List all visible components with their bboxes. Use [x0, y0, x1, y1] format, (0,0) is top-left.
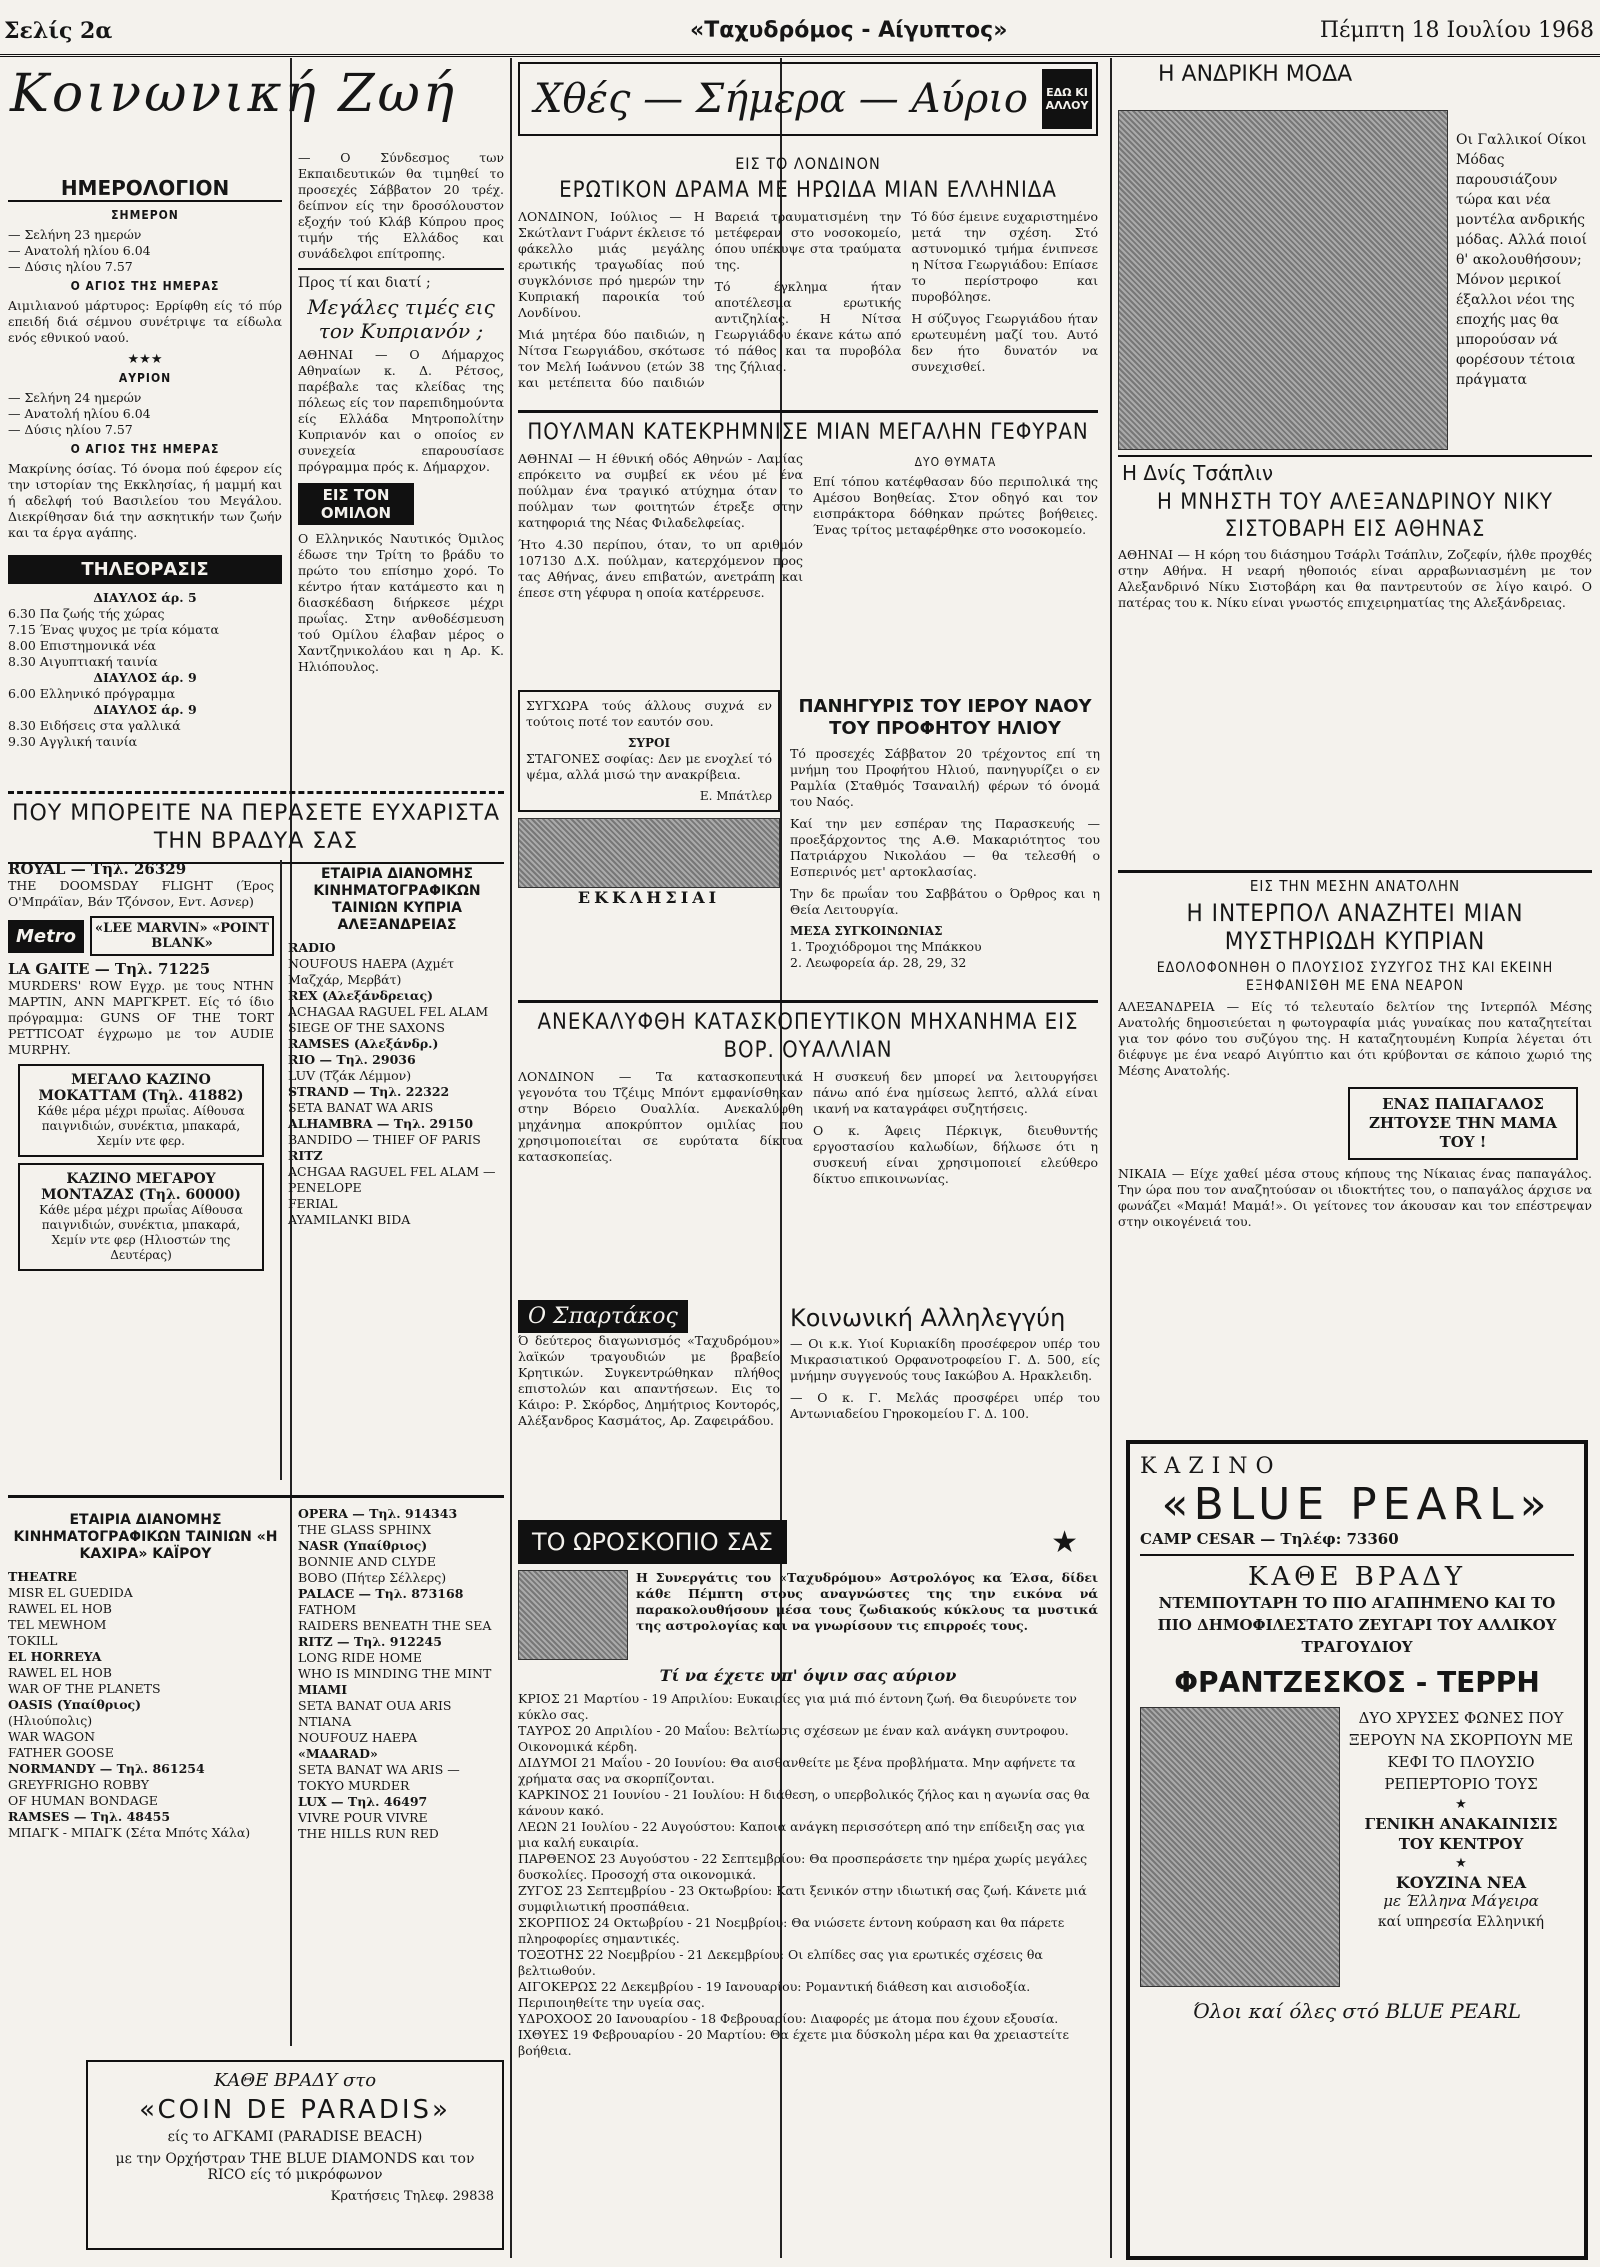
list-item: 7.15 Ένας ψυχος με τρία κόματα [8, 622, 219, 637]
tomorrow-list [8, 390, 282, 438]
list-item: ΔΙΑΥΛΟΣ άρ. 5 [93, 590, 197, 605]
renovation-text: ΓΕΝΙΚΗ ΑΝΑΚΑΙΝΙΣΙΣ ΤΟΥ ΚΕΝΤΡΟΥ [1364, 1815, 1558, 1853]
prices-kicker: Προς τί και διατί ; [298, 275, 431, 291]
list-item: WAR OF THE PLANETS [8, 1681, 161, 1696]
article-paragraph: Καί την μεν εσπέραν της Παρασκευής — προεξάρχοντος της Α.Θ. Μακαριότητος του Πατριάρχου Νικολάου — θα τελεσθή ο Εσπερινός μετ' αρτοκλασίας. [790, 816, 1100, 879]
horoscope-list [518, 1691, 1098, 2059]
divider-stars: ★ [1455, 1797, 1467, 1812]
kypria-list [288, 940, 506, 1228]
singers-photo [1140, 1707, 1340, 1987]
kahira-title: ΕΤΑΙΡΙΑ ΔΙΑΝΟΜΗΣ ΚΙΝΗΜΑΤΟΓΡΑΦΙΚΩΝ ΤΑΙΝΙΩΝ «Η ΚΑΧΙΡΑ» ΚΑΪΡΟΥ [13, 1512, 278, 1562]
divider-stars: ★ [1455, 1856, 1467, 1871]
list-item: SETA BANAT WA ARIS — TOKYO MURDER [298, 1762, 460, 1793]
column-rule [510, 58, 512, 2258]
list-item: RITZ — Τηλ. 912245 [298, 1634, 442, 1649]
list-item: RAWEL EL HOB [8, 1601, 112, 1616]
section-title: Κοινωνική Ζωή [10, 64, 458, 124]
list-item: THEATRE [8, 1569, 77, 1584]
saying-text: ΣΤΑΓΟΝΕΣ σοφίας: Δεν με ενοχλεί τό ψέμα, αλλά μισώ την ανακρίβεια. [526, 751, 772, 782]
ulster-body [518, 1069, 1098, 1193]
list-item: ΤΑΥΡΟΣ 20 Απριλίου - 20 Μαΐου: Βελτίωσις σχέσεων με έναν καλ ανάγκη συντροφου. Οικονομικά κέρδη. [518, 1723, 1069, 1754]
ulster-article [518, 1000, 1098, 1303]
calendar-today: ΣΗΜΕΡΟΝ [111, 208, 179, 222]
horoscope-title: ΤΟ ΩΡΟΣΚΟΠΙΟ ΣΑΣ [518, 1520, 787, 1564]
article-col [911, 209, 1098, 390]
list-item: ΔΙΑΥΛΟΣ άρ. 9 [93, 702, 197, 717]
list-item: ΔΙΔΥΜΟΙ 21 Μαΐου - 20 Ιουνίου: Θα αισθανθείτε με ξένα προβλήματα. Μην αφήνετε τα χρήματα σας να σκορπίζονται. [518, 1755, 1076, 1786]
list-item: 8.00 Επιστημονικά νέα [8, 638, 156, 653]
list-item: BANDIDO — THIEF OF PARIS [288, 1132, 481, 1147]
article-paragraph: Μιά μητέρα δύο παιδιών, η Νίτσα Γεωργιάδου, σκότωσε τον Μελή Ιωάννου (ετών 38 και μετέπειτα δύο παιδιών [518, 327, 705, 390]
saint2-title: Ο ΑΓΙΟΣ ΤΗΣ ΗΜΕΡΑΣ [70, 442, 220, 456]
notes-text: — Ο Σύνδεσμος των Εκπαιδευτικών θα τιμηθεί το προσεχές Σάββατον 20 τρέχ. δείπνον είς την δροσόλουστον εξοχήν τού Κλάβ Κύπρου προς τιμήν τής Ελλάδος και συνάδελφοι επίτροπης. [298, 150, 504, 261]
newspaper-title: «Ταχυδρόμος - Αίγυπτος» [690, 18, 1008, 43]
banner-title: Χθές — Σήμερα — Αύριο [533, 76, 1028, 122]
list-item: LONG RIDE HOME [298, 1650, 422, 1665]
article-paragraph: Τό έγκλημα ήταν αποτέλεσμα ερωτικής αντιζηλίας. Η Νίτσα Γεωργιάδου έκανε κάτω από τό πάθος και τα πυροβόλα της ζήλιας. [714, 279, 902, 374]
article-col [813, 1069, 1098, 1193]
tv-title: ΤΗΛΕΟΡΑΣΙΣ [8, 555, 282, 584]
list-item: ΥΔΡΟΧΟΟΣ 20 Ιανουαρίου - 18 Φεβρουαρίου: Διαφορές με άτομα που έχουν εξουσία. [518, 2011, 1059, 2026]
list-item: — Δύσις ηλίου 7.57 [8, 259, 133, 274]
today-list [8, 227, 282, 275]
list-item: REX (Αλεξάνδρειας) [288, 988, 434, 1003]
list-item: NTIANA [298, 1714, 352, 1729]
saint-text: Αιμιλιανού μάρτυρος: Ερρίφθη είς τό πύρ επειδή διά σέμνου συνέτριψε τα είδωλα ενός εθνικού ναού. [8, 298, 282, 345]
calendar-column [8, 170, 282, 780]
news-banner [518, 62, 1098, 136]
social-title: Κοινωνική Αλληλεγγύη [790, 1304, 1066, 1332]
article-paragraph: Ο κ. Άφεις Πέρκιγκ, διευθυντής εργοστασίου καλωδίων, δήλωσε ότι η συσκευή είναι χρησιμοποιεί ελεύθερο δίκτυο επικοινωνίας. [813, 1123, 1098, 1186]
article-title: Η ΜΝΗΣΤΗ ΤΟΥ ΑΛΕΞΑΝΔΡΙΝΟΥ ΝΙΚΥ ΣΙΣΤΟΒΑΡΗ ΕΙΣ ΑΘΗΝΑΣ [1157, 490, 1553, 542]
kahira-right-list [298, 1506, 504, 1842]
kitchen-text: ΚΟΥΖΙΝΑ ΝΕΑ [1395, 1873, 1527, 1892]
star-icon: ★ [1051, 1524, 1078, 1560]
bus-body [518, 451, 1098, 607]
kazino-text: Κάθε μέρα μέχρι πρωΐας. Αίθουσα παιγνιδιών, συνέκτια, μπακαρά, Χεμίν ντε φερ. [37, 1104, 245, 1148]
list-item: NOUFOUS HAEPA (Αχμέτ Μαζχάρ, Μερβάτ) [288, 956, 455, 987]
blue-pearl-camp: CAMP CESAR — Τηλέφ: 73360 [1140, 1530, 1399, 1548]
list-item: ΣΚΟΡΠΙΟΣ 24 Οκτωβρίου - 21 Νοεμβρίου: Θα νιώσετε έντονη κούραση και θα πάρετε πληροφορίες σημαντικές. [518, 1915, 1065, 1946]
sayings-block [518, 690, 780, 995]
every-night: ΚΑΘΕ ΒΡΑΔΥ [1247, 1562, 1467, 1592]
clubs-text: Ο Ελληνικός Ναυτικός Όμιλος έδωσε την Τρίτη το βράδυ το πρώτο του επίσημο χορό. Το κέντρο ήταν κατάμεστο και η διασκέδαση διήρκεσε μέχρι πρωΐας. Στην ανθοδέσμευση τού Ομίλου έλαβαν μέρος ο Χαντζηνικολάου και η Αρ. Κ. Ηλιόπουλος. [298, 531, 504, 674]
list-item: EL HORREYA [8, 1649, 102, 1664]
list-item: RAIDERS BENEATH THE SEA [298, 1618, 492, 1633]
list-item: RITZ [288, 1148, 323, 1163]
article-title: ΠΟΥΛΜΑΝ ΚΑΤΕΚΡΗΜΝΙΣΕ ΜΙΑΝ ΜΕΓΑΛΗΝ ΓΕΦΥΡΑΝ [527, 420, 1089, 445]
coin-name: «COIN DE PARADIS» [139, 2095, 451, 2125]
list-item: — Σελήνη 24 ημερών [8, 390, 142, 405]
article-paragraph: ΛΟΝΔΙΝΟΝ, Ιούλιος — Η Σκώτλαντ Γυάρντ έκλεισε τό φάκελλο μιάς μεγάλης ερωτικής τραγωδίας πού συγκλόνισε πρό ημερών την Κυπριακή παροικία τού Λονδίνου. [518, 209, 705, 320]
list-item: SIEGE OF THE SAXONS [288, 1020, 445, 1035]
cinema-lagaite: LA GAITE — Τηλ. 71225 [8, 960, 211, 978]
kypria-title: ΕΤΑΙΡΙΑ ΔΙΑΝΟΜΗΣ ΚΙΝΗΜΑΤΟΓΡΑΦΙΚΩΝ ΤΑΙΝΙΩΝ ΚΥΠΡΙΑ ΑΛΕΞΑΝΔΡΕΙΑΣ [313, 866, 481, 933]
fashion-title: Η ΑΝΔΡΙΚΗ ΜΟΔΑ [1158, 62, 1353, 87]
list-item: TEL MEWHOM [8, 1617, 107, 1632]
horoscope [518, 1520, 1098, 2260]
article-col [518, 209, 705, 390]
cinema-listings [8, 860, 274, 1480]
article-paragraph: — Ο κ. Γ. Μελάς προσφέρει υπέρ του Αντωνιαδείου Γηροκομείου Γ. Δ. 100. [790, 1390, 1100, 1421]
list-item: THE HILLS RUN RED [298, 1826, 439, 1841]
divider [1140, 1554, 1574, 1556]
list-item: THE GLASS SPHINX [298, 1522, 432, 1537]
saying-text: ΣΥΓΧΩΡΑ τούς άλλους συχνά εν τούτοις ποτέ τον εαυτόν σου. [526, 698, 772, 729]
list-item: OASIS (Υπαίθριος) [8, 1697, 142, 1712]
banner-badge: ΕΔΩ ΚΙ ΑΛΛΟΥ [1042, 69, 1092, 129]
article-kicker: ΕΙΣ ΤΗΝ ΜΕΣΗΝ ΑΝΑΤΟΛΗΝ [1249, 877, 1461, 895]
sayings-box [518, 690, 780, 812]
list-item: NOUFOUZ HAEPA [298, 1730, 418, 1745]
article-paragraph: ΛΟΝΔΙΝΟΝ — Τα κατασκοπευτικά γεγονότα του Τζέιμς Μπόντ εμφανίσθηκαν στην Βόρειο Ουαλλία. Ανεκαλύφθη μηχάνημα αποκρύπτον ομιλίας που χρησιμοποιείται σε ευρύτατα δίκτυα κατασκοπείας. [518, 1069, 803, 1164]
coin-line3: είς το ΑΓΚΑΜΙ (PARADISE BEACH) [167, 2129, 423, 2145]
article-paragraph: Ήτο 4.30 περίπου, όταν, το υπ αριθμόν 107130 Δ.Χ. πούλμαν, κατερχόμενον προς τας Αθήνας, άνευ επιβατών, ανετράπη και έπεσε στη γέφυρα η οποία κατέρρευσε. [518, 537, 803, 600]
debut-text: ΝΤΕΜΠΟΥΤΑΡΗ ΤΟ ΠΙΟ ΑΓΑΠΗΜΕΝΟ ΚΑΙ ΤΟ ΠΙΟ ΔΗΜΟΦΙΛΕΣΤΑΤΟ ΖΕΥΓΑΡΙ ΤΟΥ ΑΛΛΙΚΟΥ ΤΡΑΓΟΥΔΙΟΥ [1157, 1594, 1557, 1656]
fashion-caption [1456, 130, 1592, 450]
list-item: VIVRE POUR VIVRE [298, 1810, 428, 1825]
list-item: BOBO (Πήτερ Σέλλερς) [298, 1570, 447, 1585]
list-item: ΖΥΓΟΣ 23 Σεπτεμβρίου - 23 Οκτωβρίου: Κατι ξενικόν στην ιδιωτική σας ζωή. Κάνετε μιά συμφιλιωτική προσπάθεια. [518, 1883, 1087, 1914]
kazino-montaza [18, 1163, 264, 1271]
list-item: ΑΙΓΟΚΕΡΩΣ 22 Δεκεμβρίου - 19 Ιανουαρίου: Ρομαντική διάθεση και αισιοδοξία. Περιποιηθείτε την υγεία σας. [518, 1979, 1031, 2010]
list-item: SETA BANAT WA ARIS [288, 1100, 434, 1115]
london-article [518, 150, 1098, 390]
chef-text: με Έλληνα Μάγειρα [1383, 1892, 1539, 1910]
list-item: 2. Λεωφορεία άρ. 28, 29, 32 [790, 955, 967, 970]
divider [8, 791, 504, 794]
kahira-block [8, 1495, 504, 1841]
blue-pearl-ad [1126, 1440, 1588, 2260]
article-paragraph: Βαρειά τραυματισμένη την μετέφεραν στο νοσοκομείο, όπου υπέκυψε στα τραύματα της. [714, 209, 902, 272]
coin-phone: Κρατήσεις Τηλεφ. 29838 [330, 2189, 494, 2204]
astrologer-photo [518, 1570, 628, 1660]
leader-title: Ο Σπαρτάκος [518, 1300, 688, 1333]
list-item: BONNIE AND CLYDE [298, 1554, 437, 1569]
kahira-right [290, 1506, 504, 2046]
metro-logo: Metro [8, 920, 84, 953]
calendar-tomorrow: ΑΥΡΙΟΝ [118, 371, 172, 385]
tv-list [8, 590, 282, 750]
list-item: FERIAL [288, 1196, 338, 1211]
metro-film: «LEE MARVIN» «POINT BLANK» [90, 916, 274, 956]
prices-title: Μεγάλες τιμές εις τον Κυπριανόν ; [307, 295, 495, 343]
column-rule [1110, 58, 1112, 2258]
article-paragraph: ΝΙΚΑΙΑ — Είχε χαθεί μέσα στους κήπους της Νίκαιας ένας παπαγάλος. Την ώρα που τον αναζητούσαν οι ιδιοκτήτες του, ο παπαγάλος άρχισε να φωνάζει «Μαμά! Μαμά!». Οι γείτονες τον άκουσαν και τον επέστρεψαν στην οικογένειά του. [1118, 1166, 1592, 1229]
church-list-title: ΜΕΣΑ ΣΥΓΚΟΙΝΩΝΙΑΣ [790, 924, 943, 938]
list-item: SETA BANAT OUA ARIS [298, 1698, 452, 1713]
list-item: 6.30 Πα ζωής τής χώρας [8, 606, 165, 621]
article-paragraph: ΑΛΕΞΑΝΔΡΕΙΑ — Είς τό τελευταίο δελτίον της Ιντερπόλ Μέσης Ανατολής δημοσιεύεται η φωτογραφία μιάς γυναίκας που καταζητείται για τον φόνο του συζύγου της. Η καταζητουμένη Κυπρία λέγεται ότι διέφυγε με ένα νεαρό Αιγύπτιο και ότι κρύβονται σε κάποιο χωριό της Μέσης Ανατολής. [1118, 999, 1592, 1078]
church-photo [518, 818, 780, 888]
article-sub: ΕΔΟΛΟΦΟΝΗΘΗ Ο ΠΛΟΥΣΙΟΣ ΣΥΖΥΓΟΣ ΤΗΣ ΚΑΙ ΕΚΕΙΝΗ ΕΞΗΦΑΝΙΣΘΗ ΜΕ ΕΝΑ ΝΕΑΡΟΝ [1156, 960, 1554, 994]
list-item: RAMSES (Αλεξάνδρ.) [288, 1036, 439, 1051]
cinema-title: ΠΟΥ ΜΠΟΡΕΙΤΕ ΝΑ ΠΕΡΑΣΕΤΕ ΕΥΧΑΡΙΣΤΑ ΤΗΝ ΒΡΑΔΥΑ ΣΑΣ [11, 801, 501, 854]
church-label: ΕΚΚΛΗΣΙΑΙ [577, 888, 721, 907]
list-item: 6.00 Ελληνικό πρόγραμμα [8, 686, 176, 701]
notes-column [298, 150, 504, 780]
spacer [790, 1500, 1100, 1514]
list-item: NORMANDY — Τηλ. 861254 [8, 1761, 205, 1776]
horoscope-intro-row [518, 1570, 1098, 1660]
engagement-article [1118, 455, 1592, 872]
kazino-title: ΚΑΖΙΝΟ ΜΕΓΑΡΟΥ ΜΟΝΤΑΖΑΣ (Τηλ. 60000) [41, 1171, 241, 1203]
saying-author: Ε. Μπάτλερ [699, 789, 772, 803]
list-item: ΤΟΞΟΤΗΣ 22 Νοεμβρίου - 21 Δεκεμβρίου: Οι ελπίδες σας για ερωτικές σχέσεις θα βελτιωθούν. [518, 1947, 1043, 1978]
article-col [518, 451, 803, 607]
blue-pearl-body [1140, 1707, 1574, 1987]
cinema-header [8, 785, 504, 870]
masthead [0, 14, 1600, 57]
article-paragraph: ΑΘΗΝΑΙ — Η έθνική οδός Αθηνών - Λαμίας επρόκειτο να συμβεί εκ νέου μέ ένα πούλμαν ένα τραγικό ατύχημα όταν το πούλμαν των φοιτητών έτρεξε στην κατηφοριά της Νέας Φιλαδελφείας. [518, 451, 803, 530]
list-item: ACHAGAA RAGUEL FEL ALAM [288, 1004, 489, 1019]
blue-pearl-name: «BLUE PEARL» [1161, 1479, 1553, 1530]
bus-article [518, 410, 1098, 683]
article-paragraph: — Οι κ.κ. Υιοί Κυριακίδη προσέφερον υπέρ του Μικρασιατικού Ορφανοτροφείου Γ. Δ. 500, είς μνήμην συγγενούς τους Ιακώβου Α. Ηρακλειδη. [790, 1336, 1100, 1383]
lagaite-film: MURDERS' ROW Εγχρ. με τους ΝΤΗΝ ΜΑΡΤΙΝ, ΑΝΝ ΜΑΡΓΚΡΕΤ. Είς τό ίδιο πρόγραμμα: GUNS OF THE TORT PETTICOAT έγχρωμο με τον AUDIE MURPHY. [8, 978, 274, 1057]
article-col [715, 209, 902, 390]
tsaplin-label: Η Δνίς Τσάπλιν [1122, 461, 1274, 485]
list-item: RIO — Τηλ. 29036 [288, 1052, 416, 1067]
divider-stars: ★★★ [127, 352, 163, 367]
article-paragraph: ΑΘΗΝΑΙ — Η κόρη του διάσημου Τσάρλι Τσάπλιν, Ζοζεφίν, ήλθε προχθές στην Αθήνα. Η νεαρή ηθοποιός είναι αρραβωνιασμένη με τον Αλεξανδρινό Νίκυ Σιστοβάρη και θα παντρευτούν σε λίγο καιρό. Ο πατέρας του κ. Νίκυ είναι γνωστός επιχειρηματίας της Αλεξάνδρειας. [1118, 547, 1592, 610]
london-body [518, 209, 1098, 390]
list-item: — Δύσις ηλίου 7.57 [8, 422, 133, 437]
social-article [790, 1300, 1100, 1490]
list-item: ΠΑΡΘΕΝΟΣ 23 Αυγούστου - 22 Σεπτεμβρίου: Θα προσπεράσετε την ημέρα χωρίς μεγάλες δυσκολίες. Προσοχή στα οικονομικά. [518, 1851, 1088, 1882]
kazino-title: ΜΕΓΑΛΟ ΚΑΖΙΝΟ ΜΟΚΑΤΤΑΜ (Τηλ. 41882) [38, 1072, 244, 1104]
list-item: PALACE — Τηλ. 873168 [298, 1586, 464, 1601]
list-item: 8.30 Ειδήσεις στα γαλλικά [8, 718, 181, 733]
article-title: Η ΙΝΤΕΡΠΟΛ ΑΝΑΖΗΤΕΙ ΜΙΑΝ ΜΥΣΤΗΡΙΩΔΗ ΚΥΠΡΙΑΝ [1186, 899, 1524, 955]
list-item: ΙΧΘΥΕΣ 19 Φεβρουαρίου - 20 Μαρτίου: Θα έχετε μια δύσκολη μέρα και θα χρειαστείτε βοήθεια. [518, 2027, 1069, 2058]
article-paragraph: Η σύζυγος Γεωργιάδου ήταν ερωτευμένη μαζί του. Αυτό δεν ήτο δυνατόν να συνεχισθεί. [911, 311, 1098, 374]
saint2-text: Μακρίνης όσίας. Τό όνομα πού έφερον είς την ιστορίαν της Εκκλησίας, ή μαμμή και ή αδελφή τού Βασιλείου του Μεγάλου. Διεκρίθησαν διά την ασκητικήν των ζωήν και τα έργα αγάπης. [8, 461, 282, 540]
coin-de-paradis-ad [86, 2060, 504, 2250]
list-item: WAR WAGON [8, 1729, 96, 1744]
stars-name: ΦΡΑΝΤΖΕΣΚΟΣ - ΤΕΡΡΗ [1174, 1666, 1540, 1699]
side-text: ΔΥΟ ΧΡΥΣΕΣ ΦΩΝΕΣ ΠΟΥ ΞΕΡΟΥΝ ΝΑ ΣΚΟΡΠΟΥΝ ΜΕ ΚΕΦΙ ΤΟ ΠΛΟΥΣΙΟ ΡΕΠΕΡΤΟΡΙΟ ΤΟΥΣ [1348, 1709, 1574, 1793]
cinema-royal: ROYAL — Τηλ. 26329 [8, 860, 187, 878]
list-item: FATHER GOOSE [8, 1745, 114, 1760]
fashion-photo [1118, 110, 1448, 450]
kazino-mokattam [18, 1064, 264, 1157]
section-header [10, 62, 510, 132]
list-item: STRAND — Τηλ. 22322 [288, 1084, 450, 1099]
article-kicker: ΕΙΣ ΤΟ ΛΟΝΔΙΝΟΝ [735, 154, 881, 173]
blue-pearl-side [1348, 1707, 1574, 1987]
list-item: MIAMI [298, 1682, 348, 1697]
list-item: WHO IS MINDING THE MINT [298, 1666, 492, 1681]
list-item: LUV (Τζάκ Λέμμον) [288, 1068, 412, 1083]
article-paragraph: Επί τόπου κατέφθασαν δύο περιπολικά της Αμέσου Βοηθείας. Στον οδηγό και τον εισπράκτορα δόθηκαν πρώτες βοήθειες. Ένας τρίτος μεταφέρθηκε στο νοσοκομείο. [813, 474, 1098, 537]
list-item: — Σελήνη 23 ημερών [8, 227, 142, 242]
issue-date: Πέμπτη 18 Ιουλίου 1968 [1319, 18, 1594, 43]
kahira-left-list [8, 1569, 283, 1841]
list-item: (Ηλιούπολις) [8, 1713, 93, 1728]
list-item: TOKILL [8, 1633, 58, 1648]
article-title: ΑΝΕΚΑΛΥΦΘΗ ΚΑΤΑΣΚΟΠΕΥΤΙΚΟΝ ΜΗΧΑΝΗΜΑ ΕΙΣ ΒΟΡ. ΟΥΑΛΛΙΑΝ [537, 1010, 1079, 1063]
article-paragraph: Τό δύσ έμεινε ευχαριστημένο μετά την σχέση. Στό αστυνομικό τμήμα ένιπνεσε η Νίτσα Γεωργιάδου: Επίασε το περίστροφο και πυροβόλησε. [911, 209, 1098, 304]
horoscope-intro: Η Συνεργάτις του «Ταχυδρόμου» Αστρολόγος κα Έλσα, δίδει κάθε Πέμπτη στους αναγνώστες της την εικόνα νά παρακολουθήσουν μέσα τους ζωδιακούς κύκλους τα μυστικά της αστρολογίας και να γνωρίσουν τις επιρροές τους. [636, 1570, 1098, 1633]
slogan-text: Όλοι καί όλες στό BLUE PEARL [1192, 1999, 1522, 2023]
kazino-text: Κάθε μέρα μέχρι πρωΐας Αίθουσα παιγνιδιών, συνέκτια, μπακαρά, Χεμίν ντε φερ (Ηλιοστών της Δευτέρας) [39, 1203, 243, 1262]
list-item: MISR EL GUEDIDA [8, 1585, 133, 1600]
fashion-text: Οι Γαλλικοί Οίκοι Μόδας παρουσιάζουν τώρα και νέα μοντέλα ανδρικής μόδας. Αλλά ποιοί θ' ακολουθήσουν; Μόνον μερικοί έξαλλοι νέοι της εποχής μας θα μπορούσαν νά φορέσουν τέτοια πράγματα [1456, 132, 1587, 388]
list-item: LUX — Τηλ. 46497 [298, 1794, 428, 1809]
church-article [790, 690, 1100, 995]
fashion-header [1118, 62, 1592, 112]
saying-author: ΣΥΡΟΙ [627, 736, 671, 750]
list-item: ΜΠΑΓΚ - ΜΠΑΓΚ (Σέτα Μπότς Χάλα) [8, 1825, 251, 1840]
list-item: «MAARAD» [298, 1746, 378, 1761]
list-item: ΚΑΡΚΙΝΟΣ 21 Ιουνίου - 21 Ιουλίου: Η διάθεση, ο υπερβολικός ζήλος και η αγωνία σας θα κάνουν κακό. [518, 1787, 1090, 1818]
church-title: ΠΑΝΗΓΥΡΙΣ ΤΟΥ ΙΕΡΟΥ ΝΑΟΥ ΤΟΥ ΠΡΟΦΗΤΟΥ ΗΛΙΟΥ [798, 696, 1092, 739]
clubs-title: ΕΙΣ ΤΟΝ ΟΜΙΛΟΝ [298, 483, 414, 525]
parrot-box [1348, 1087, 1578, 1160]
article-paragraph: Τό προσεχές Σάββατον 20 τρέχοντος επί τη μνήμη του Προφήτου Ηλιού, πανηγυρίζει ο εν Ραμλία (Σταθμός Τσαναιλή) φέρων τό όνομά του Ναός. [790, 746, 1100, 809]
article-title: ΕΡΩΤΙΚΟΝ ΔΡΑΜΑ ΜΕ ΗΡΩΙΔΑ ΜΙΑΝ ΕΛΛΗΝΙΔΑ [559, 178, 1057, 203]
coin-line4: με την Ορχήστραν THE BLUE DIAMONDS και τον RICO είς τό μικρόφωνον [115, 2151, 475, 2183]
list-item: ACHGAA RAGUEL FEL ALAM — PENELOPE [288, 1164, 496, 1195]
metro-ad [8, 916, 274, 956]
list-item: ΚΡΙΟΣ 21 Μαρτίου - 19 Απριλίου: Ευκαιρίες για μιά πιό έντονη ζωή. Θα διευρύνετε τον κύκλο σας. [518, 1691, 1077, 1722]
horoscope-subtitle: Τί να έχετε υπ' όψιν σας αύριον [659, 1666, 957, 1685]
church-list [790, 939, 1100, 971]
divider [298, 268, 504, 270]
interpol-article [1118, 870, 1592, 1433]
list-item: — Ανατολή ηλίου 6.04 [8, 406, 151, 421]
article-paragraph: Η συσκευή δεν μπορεί να λειτουργήσει πάνω από ένα ημίσεως λεπτό, αλλά είναι ικανή να καταγράφει συζητήσεις. [813, 1069, 1098, 1116]
list-item: ALHAMBRA — Τηλ. 29150 [288, 1116, 474, 1131]
list-item: ΔΙΑΥΛΟΣ άρ. 9 [93, 670, 197, 685]
list-item: 8.30 Αιγυπτιακή ταινία [8, 654, 158, 669]
article-col [518, 1069, 803, 1193]
coin-line1: ΚΑΘΕ ΒΡΑΔΥ στο [213, 2070, 377, 2091]
kazino-label: ΚΑΖΙΝΟ [1140, 1454, 1282, 1479]
horoscope-header [518, 1520, 1098, 1564]
service-text: καί υπηρεσία Ελληνική [1377, 1914, 1545, 1930]
list-item: OPERA — Τηλ. 914343 [298, 1506, 458, 1521]
list-item: GREYFRIGHO ROBBY [8, 1777, 149, 1792]
list-item: AYAMILANKI BIDA [288, 1212, 411, 1227]
list-item: RAWEL EL HOB [8, 1665, 112, 1680]
calendar-title: ΗΜΕΡΟΛΟΓΙΟΝ [8, 176, 282, 202]
list-item: ΛΕΩΝ 21 Ιουλίου - 22 Αυγούστου: Καποια ανάγκη περισσότερη από την επίδειξη σας για μια καλή ευκαιρία. [518, 1819, 1085, 1850]
article-paragraph: Ό δεύτερος διαγωνισμός «Ταχυδρόμου» λαϊκών τραγουδιών με βραβείο Κρητικών. Συγκεντρώθηκαν πλήθος επιστολών και απαντήσεων. Εις το Κάιρο: Ρ. Σκόρδος, Δημήτριος Κοντορός, Αλέξανδρος Κασμάτος, Αρ. Ζαφειράδου. [518, 1333, 780, 1428]
kypria-listings [280, 860, 506, 1480]
royal-film: THE DOOMSDAY FLIGHT (Έρος Ο'Μπράϊαν, Βάν Τζόνσον, Εντ. Ασνερ) [8, 878, 274, 909]
parrot-title: ΕΝΑΣ ΠΑΠΑΓΑΛΟΣ ΖΗΤΟΥΣΕ ΤΗΝ ΜΑΜΑ ΤΟΥ ! [1368, 1095, 1558, 1151]
prices-text: ΑΘΗΝΑΙ — Ο Δήμαρχος Αθηναίων κ. Δ. Ρέτσος, παρέβαλε τας κλείδας της πόλεως είς τον παρεπιδημούντα είς Ελλάδα Μητροπολίτην Κυπριανόν και ο οποίος εν συνεχεία επαρουσίασε πρόγραμμα πρός κ. Δήμαρχον. [298, 347, 504, 474]
article-sub: ΔΥΟ ΘΥΜΑΤΑ [914, 455, 997, 469]
list-item: NASR (Υπαίθριος) [298, 1538, 428, 1553]
leader-block [518, 1300, 780, 1500]
page-number: Σελίς 2α [4, 18, 113, 44]
list-item: RAMSES — Τηλ. 48455 [8, 1809, 171, 1824]
list-item: FATHOM [298, 1602, 357, 1617]
saint-title: Ο ΑΓΙΟΣ ΤΗΣ ΗΜΕΡΑΣ [70, 279, 220, 293]
article-col [813, 451, 1098, 607]
article-paragraph: Την δε πρωΐαν του Σαββάτου ο Όρθρος και η Θεία Λειτουργία. [790, 886, 1100, 917]
kahira-left [8, 1506, 283, 2026]
list-item: 9.30 Αγγλική ταινία [8, 734, 138, 749]
list-item: — Ανατολή ηλίου 6.04 [8, 243, 151, 258]
list-item: 1. Τροχιόδρομοι της Μπάκκου [790, 939, 982, 954]
list-item: RADIO [288, 940, 336, 955]
list-item: OF HUMAN BONDAGE [8, 1793, 158, 1808]
